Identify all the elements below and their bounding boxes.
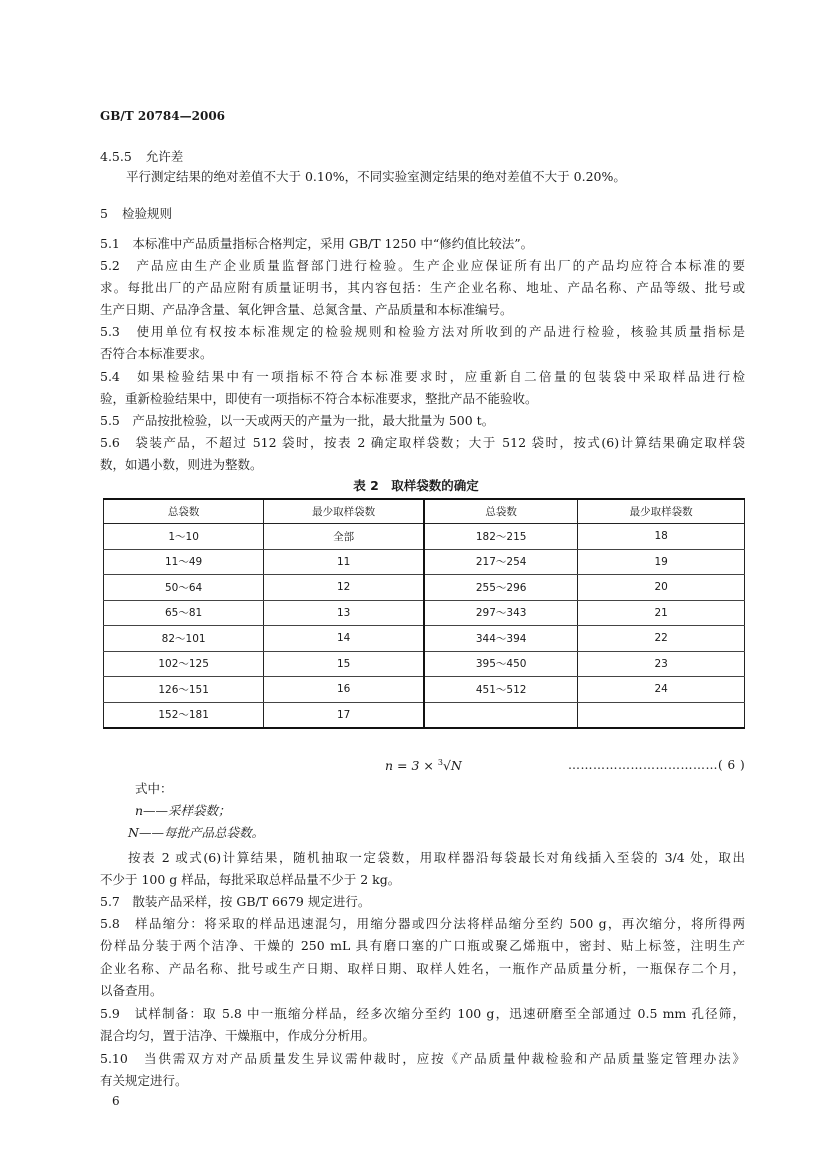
table-cell: 1～10 [104, 524, 264, 550]
root-index: 3 [437, 758, 443, 767]
para-5-8-line-4: 以备查用。 [100, 983, 163, 998]
table-cell: 344～394 [424, 626, 578, 652]
N-definition: N——每批产品总袋数。 [128, 825, 264, 840]
para-5-3-line-1: 5.3 使用单位有权按本标准规定的检验规则和检验方法对所收到的产品进行检验，核验其质量指标是 [100, 324, 745, 339]
header-total-bags: 总袋数 [104, 499, 264, 524]
table-cell: 217～254 [424, 549, 578, 575]
para-5-4-line-2: 验，重新检验结果中，即使有一项指标不符合本标准要求，整批产品不能验收。 [100, 391, 538, 406]
table-cell: 21 [578, 600, 745, 626]
header-total-bags: 总袋数 [424, 499, 578, 524]
para-5-2-line-3: 生产日期、产品净含量、氧化钾含量、总氮含量、产品质量和本标准编号。 [100, 302, 513, 317]
table-cell: 全部 [264, 524, 424, 550]
table-cell: 15 [264, 651, 424, 677]
table-cell: 82～101 [104, 626, 264, 652]
para-5-8-line-2: 份样品分装于两个洁净、干燥的 250 mL 具有磨口塞的广口瓶或聚乙烯瓶中，密封、贴上标签，注明生产 [100, 938, 745, 953]
table-cell: 17 [264, 702, 424, 728]
table-cell: 182～215 [424, 524, 578, 550]
para-5-3-line-2: 否符合本标准要求。 [100, 346, 213, 361]
equation-number [568, 758, 745, 772]
para-5-8-line-1: 5.8 样品缩分：将采取的样品迅速混匀，用缩分器或四分法将样品缩分至约 500 g，再次缩分，将所得两 [100, 916, 745, 931]
section-number: 4.5.5 [100, 149, 132, 164]
page-number: 6 [112, 1094, 120, 1108]
table-cell: 11～49 [104, 549, 264, 575]
table-row [104, 600, 745, 626]
table-cell [424, 702, 578, 728]
para-5-6-line-1: 5.6 袋装产品，不超过 512 袋时，按表 2 确定取样袋数；大于 512 袋时，按式(6)计算结果确定取样袋 [100, 435, 745, 450]
table-row [104, 626, 745, 652]
table-cell: 50～64 [104, 575, 264, 601]
para-5-5: 5.5 产品按批检验，以一天或两天的产量为一批，最大批量为 500 t。 [100, 413, 495, 428]
table-cell: 22 [578, 626, 745, 652]
where-label: 式中： [135, 781, 173, 796]
table-row [104, 524, 745, 550]
para-5-8-line-3: 企业名称、产品名称、批号或生产日期、取样日期、取样人姓名，一瓶作产品质量分析，一瓶保存二个月， [100, 961, 745, 976]
root-sign: √ [442, 758, 451, 774]
section-5-heading [100, 203, 172, 225]
section-title: 检验规则 [121, 206, 172, 221]
para-5-7: 5.7 散装产品采样，按 GB/T 6679 规定进行。 [100, 894, 371, 909]
table-cell [578, 702, 745, 728]
table-row [104, 677, 745, 703]
table-cell: 14 [264, 626, 424, 652]
table-cell: 18 [578, 524, 745, 550]
table-cell: 23 [578, 651, 745, 677]
section-title: 允许差 [145, 149, 184, 164]
table-2-caption: 表 2 取样袋数的确定 [353, 478, 479, 493]
table-header-row [104, 499, 745, 524]
table-cell: 395～450 [424, 651, 578, 677]
table-cell: 126～151 [104, 677, 264, 703]
cube-root-symbol [438, 758, 451, 773]
equation-label: ( 6 ) [718, 758, 746, 772]
para-5-1: 5.1 本标准中产品质量指标合格判定，采用 GB/T 1250 中“修约值比较法”。 [100, 236, 534, 251]
header-min-sample-bags: 最少取样袋数 [578, 499, 745, 524]
sampling-text-line-1: 按表 2 或式(6)计算结果，随机抽取一定袋数，用取样器沿每袋最长对角线插入至袋的 3/4 处，取出 [128, 850, 745, 865]
table-cell: 13 [264, 600, 424, 626]
table-cell: 297～343 [424, 600, 578, 626]
table-cell: 152～181 [104, 702, 264, 728]
para-5-9-line-2: 混合均匀，置于洁净、干燥瓶中，作成分分析用。 [100, 1028, 376, 1043]
table-cell: 19 [578, 549, 745, 575]
formula-variable: N [450, 758, 462, 774]
table-row [104, 651, 745, 677]
para-5-10-line-1: 5.10 当供需双方对产品质量发生异议需仲裁时，应按《产品质量仲裁检验和产品质量鉴定管理办法》 [100, 1051, 745, 1066]
header-min-sample-bags: 最少取样袋数 [264, 499, 424, 524]
table-cell: 11 [264, 549, 424, 575]
table-row [104, 575, 745, 601]
table-cell: 24 [578, 677, 745, 703]
sample-size-formula [385, 758, 462, 773]
table-row [104, 549, 745, 575]
n-definition: n——采样袋数； [135, 803, 231, 818]
equation-dots: ……………………………… [568, 758, 718, 772]
table-cell: 16 [264, 677, 424, 703]
para-5-10-line-2: 有关规定进行。 [100, 1073, 188, 1088]
para-5-6-line-2: 数，如遇小数，则进为整数。 [100, 457, 263, 472]
table-cell: 12 [264, 575, 424, 601]
section-4-5-5-heading [100, 146, 183, 168]
table-cell: 20 [578, 575, 745, 601]
formula-lhs: n = 3 × [385, 758, 434, 774]
para-5-9-line-1: 5.9 试样制备：取 5.8 中一瓶缩分样品，经多次缩分至约 100 g，迅速研磨至全部通过 0.5 mm 孔径筛， [100, 1006, 745, 1021]
table-row [104, 702, 745, 728]
table-cell: 65～81 [104, 600, 264, 626]
table-cell: 451～512 [424, 677, 578, 703]
table-cell: 255～296 [424, 575, 578, 601]
sampling-text-line-2: 不少于 100 g 样品，每批采取总样品量不少于 2 kg。 [100, 872, 401, 887]
tolerance-text: 平行测定结果的绝对差值不大于 0.10%，不同实验室测定结果的绝对差值不大于 0.20%。 [126, 169, 626, 184]
table-cell: 102～125 [104, 651, 264, 677]
section-number: 5 [100, 206, 108, 221]
para-5-2-line-1: 5.2 产品应由生产企业质量监督部门进行检验。生产企业应保证所有出厂的产品均应符合本标准的要 [100, 258, 745, 273]
para-5-2-line-2: 求。每批出厂的产品应附有质量证明书，其内容包括：生产企业名称、地址、产品名称、产品等级、批号或 [100, 280, 745, 295]
sampling-bags-table [103, 498, 745, 729]
standard-id-header: GB/T 20784—2006 [100, 109, 226, 123]
para-5-4-line-1: 5.4 如果检验结果中有一项指标不符合本标准要求时，应重新自二倍量的包装袋中采取样品进行检 [100, 369, 745, 384]
